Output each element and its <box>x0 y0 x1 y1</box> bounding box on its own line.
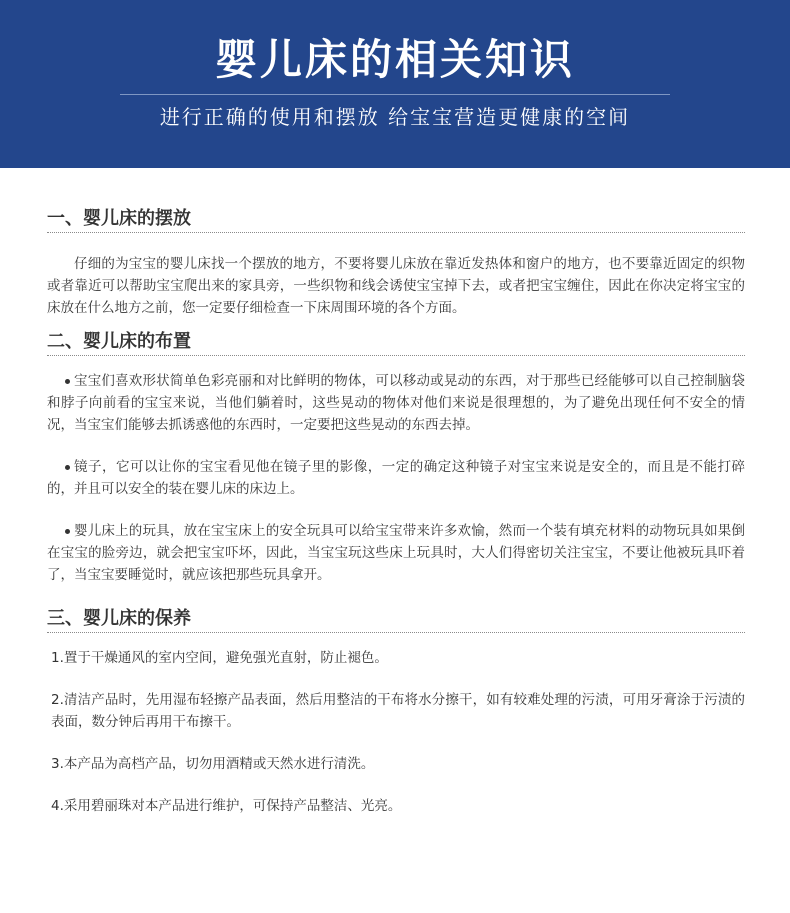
section-heading-placement: 一、婴儿床的摆放 <box>47 206 745 233</box>
list-item <box>47 520 745 586</box>
page-subtitle: 进行正确的使用和摆放 给宝宝营造更健康的空间 <box>159 105 631 129</box>
list-item: 4.采用碧丽珠对本产品进行维护，可保持产品整洁、光亮。 <box>51 798 402 814</box>
section-paragraph-placement: 仔细的为宝宝的婴儿床找一个摆放的地方，不要将婴儿床放在靠近发热体和窗户的地方，也不要靠近固定的织物或者靠近可以帮助宝宝爬出来的家具旁，一些织物和线会诱使宝宝掉下去，或者把宝宝缠住，因此在你决定将宝宝的床放在什么地方之前，您一定要仔细检查一下床周围环境的各个方面。 <box>47 256 745 316</box>
list-item-text: 婴儿床上的玩具，放在宝宝床上的安全玩具可以给宝宝带来许多欢愉，然而一个装有填充材料的动物玩具如果倒在宝宝的脸旁边，就会把宝宝吓坏，因此，当宝宝玩这些床上玩具时，大人们得密切关注宝宝，不要让他被玩具吓着了，当宝宝要睡觉时，就应该把那些玩具拿开。 <box>47 523 745 583</box>
maintenance-list <box>47 647 745 817</box>
list-item-text: 宝宝们喜欢形状简单色彩亮丽和对比鲜明的物体，可以移动或晃动的东西，对于那些已经能够可以自己控制脑袋和脖子向前看的宝宝来说，当他们躺着时，这些晃动的物体对他们来说是很理想的，为了避免出现任何不安全的情况，当宝宝们能够去抓诱惑他的东西时，一定要把这些晃动的东西去掉。 <box>47 373 745 433</box>
list-item: 1.置于干燥通风的室内空间，避免强光直射，防止褪色。 <box>51 650 388 666</box>
bullet-dot-icon <box>65 465 70 470</box>
header-banner <box>0 0 790 168</box>
section-heading-maintenance: 三、婴儿床的保养 <box>47 606 745 633</box>
list-item: 3.本产品为高档产品，切勿用酒精或天然水进行清洗。 <box>51 756 375 772</box>
arrangement-bullet-list <box>47 370 745 586</box>
page-title: 婴儿床的相关知识 <box>214 35 575 84</box>
list-item-text: 镜子，它可以让你的宝宝看见他在镜子里的影像，一定的确定这种镜子对宝宝来说是安全的，而且是不能打碎的，并且可以安全的装在婴儿床的床边上。 <box>47 459 745 497</box>
list-item <box>47 456 745 500</box>
article-body <box>47 200 745 837</box>
bullet-dot-icon <box>65 529 70 534</box>
banner-divider <box>120 94 670 95</box>
bullet-dot-icon <box>65 379 70 384</box>
list-item <box>47 370 745 436</box>
list-item: 2.清洁产品时，先用湿布轻擦产品表面，然后用整洁的干布将水分擦干，如有较难处理的污渍，可用牙膏涂于污渍的表面，数分钟后再用干布擦干。 <box>51 692 745 730</box>
section-heading-arrangement: 二、婴儿床的布置 <box>47 329 745 356</box>
